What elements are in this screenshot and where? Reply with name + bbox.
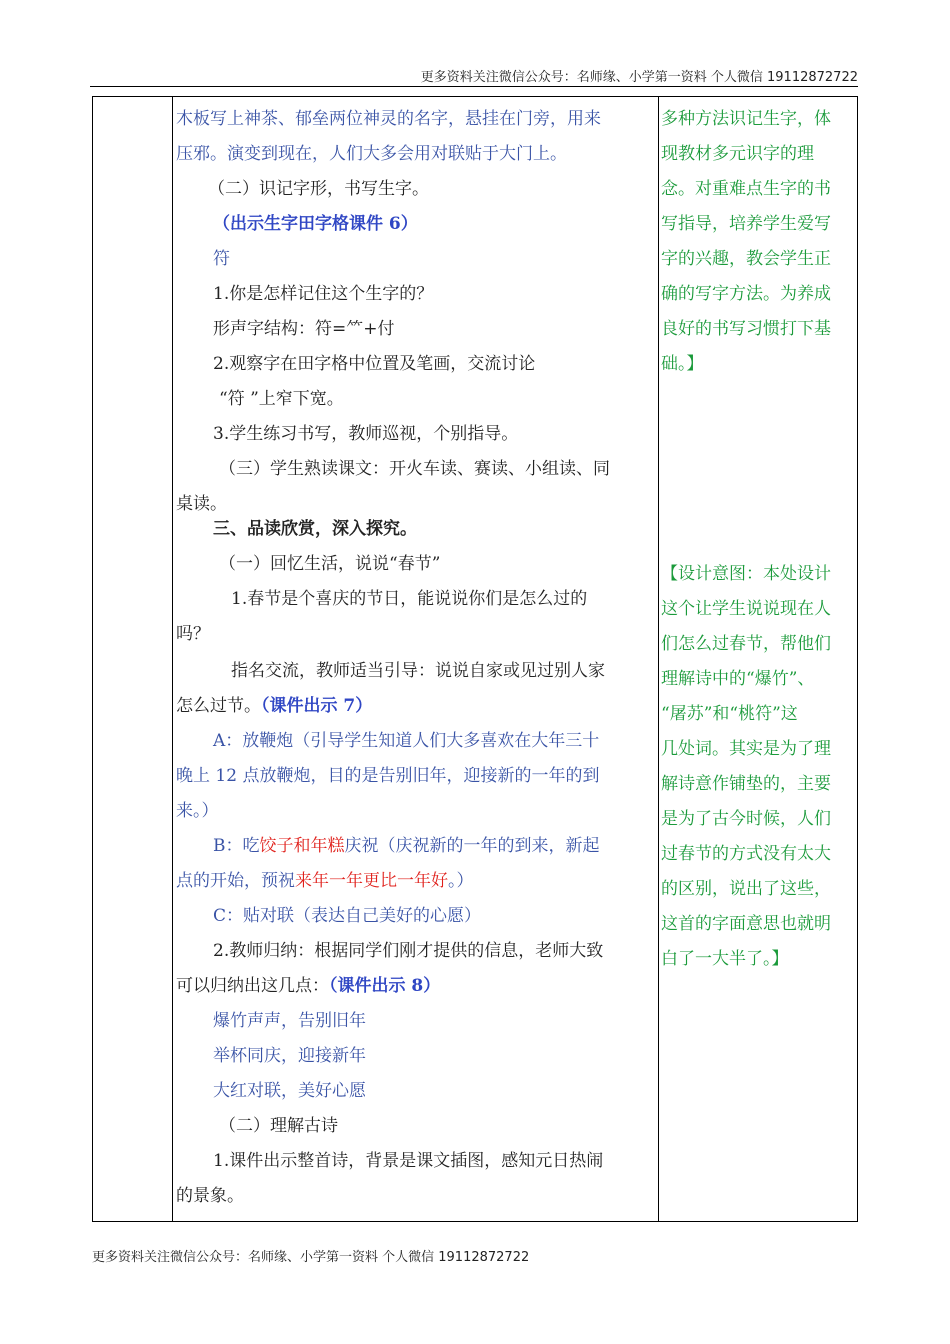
header-rule bbox=[90, 86, 858, 87]
column-divider-right bbox=[658, 97, 659, 1221]
summary-line: 大红对联，美好心愿 bbox=[213, 1081, 366, 1101]
text-line: 1.课件出示整首诗，背景是课文插图，感知元日热闹 bbox=[213, 1151, 604, 1171]
text-line: 1.春节是个喜庆的节日，能说说你们是怎么过的 bbox=[231, 589, 588, 609]
part-heading: 三、品读欣赏，深入探究。 bbox=[213, 519, 417, 539]
courseware-note: （出示生字田字格课件 6） bbox=[213, 214, 418, 234]
text-line: 木板写上神茶、郁垒两位神灵的名字，悬挂在门旁，用来 bbox=[176, 109, 601, 129]
text-line bbox=[176, 974, 440, 998]
courseware-note: （课件出示 7） bbox=[261, 696, 373, 716]
note-line: 是为了古今时候，人们 bbox=[661, 809, 831, 829]
note-line: 们怎么过春节，帮他们 bbox=[661, 634, 831, 654]
text-line: 的景象。 bbox=[176, 1186, 244, 1206]
text-span: 。） bbox=[448, 871, 474, 891]
column-divider-left bbox=[172, 97, 173, 1221]
note-line: 现教材多元识字的理 bbox=[661, 144, 814, 164]
text-line: 形声字结构：符=⺮+付 bbox=[213, 319, 395, 339]
note-line: 这首的字面意思也就明 bbox=[661, 914, 831, 934]
summary-line: 举杯同庆，迎接新年 bbox=[213, 1046, 366, 1066]
section-heading: （一）回忆生活，说说“春节” bbox=[219, 554, 441, 574]
note-line: 【设计意图：本处设计 bbox=[661, 564, 831, 584]
note-line: 白了一大半了。】 bbox=[661, 949, 789, 969]
highlight-span: 饺子和年糕 bbox=[259, 836, 345, 856]
section-heading: （二）识记字形，书写生字。 bbox=[208, 179, 429, 199]
text-line: 2.教师归纳：根据同学们刚才提供的信息，老师大致 bbox=[213, 941, 604, 961]
note-line: 几处词。其实是为了理 bbox=[661, 739, 831, 759]
text-line: 3.学生练习书写，教师巡视，个别指导。 bbox=[213, 424, 519, 444]
summary-line: 爆竹声声，告别旧年 bbox=[213, 1011, 366, 1031]
text-line: C：贴对联（表达自己美好的心愿） bbox=[213, 906, 482, 926]
text-line: 吗？ bbox=[176, 624, 210, 644]
text-line: 2.观察字在田字格中位置及笔画，交流讨论 bbox=[213, 354, 536, 374]
text-line: 晚上 12 点放鞭炮，目的是告别旧年，迎接新的一年的到 bbox=[176, 766, 600, 786]
lesson-table bbox=[92, 96, 858, 1222]
note-line: 确的写字方法。为养成 bbox=[661, 284, 831, 304]
courseware-note: （课件出示 8） bbox=[329, 976, 441, 996]
note-line: 这个让学生说说现在人 bbox=[661, 599, 831, 619]
text-line: 来。） bbox=[176, 801, 219, 821]
highlight-span: 来年一年更比一年好 bbox=[295, 871, 448, 891]
text-line: 指名交流，教师适当引导：说说自家或见过别人家 bbox=[231, 661, 605, 681]
note-line: 写指导，培养学生爱写 bbox=[661, 214, 831, 234]
note-line: 良好的书写习惯打下基 bbox=[661, 319, 831, 339]
note-line: 础。】 bbox=[661, 354, 704, 374]
note-line: 理解诗中的“爆竹”、 bbox=[661, 669, 815, 689]
text-line bbox=[176, 869, 474, 893]
note-line: “屠苏”和“桃符”这 bbox=[661, 704, 798, 724]
note-line: 过春节的方式没有太大 bbox=[661, 844, 831, 864]
note-line: 念。对重难点生字的书 bbox=[661, 179, 831, 199]
note-line: 多种方法识记生字，体 bbox=[661, 109, 831, 129]
note-line: 字的兴趣，教会学生正 bbox=[661, 249, 831, 269]
note-line: 的区别，说出了这些， bbox=[661, 879, 831, 899]
text-line: “符 ”上窄下宽。 bbox=[219, 389, 344, 409]
text-line: 压邪。演变到现在，人们大多会用对联贴于大门上。 bbox=[176, 144, 567, 164]
section-heading: （二）理解古诗 bbox=[219, 1116, 338, 1136]
text-span: 点的开始，预祝 bbox=[176, 871, 295, 891]
text-line: 1.你是怎样记住这个生字的？ bbox=[213, 284, 434, 304]
text-line: 桌读。 bbox=[176, 494, 227, 514]
page-header: 更多资料关注微信公众号：名师缘、小学第一资料 个人微信 19112872722 bbox=[420, 70, 858, 85]
text-span: 可以归纳出这几点： bbox=[176, 976, 329, 996]
text-span: B：吃 bbox=[213, 836, 260, 856]
note-line: 解诗意作铺垫的，主要 bbox=[661, 774, 831, 794]
text-line: A：放鞭炮（引导学生知道人们大多喜欢在大年三十 bbox=[213, 731, 600, 751]
new-character: 符 bbox=[213, 249, 230, 269]
text-span: 怎么过节。 bbox=[176, 696, 261, 716]
section-heading: （三）学生熟读课文：开火车读、赛读、小组读、同 bbox=[219, 459, 610, 479]
text-span: 庆祝（庆祝新的一年的到来，新起 bbox=[344, 836, 600, 856]
text-line bbox=[176, 694, 372, 718]
text-line bbox=[213, 834, 600, 858]
page-footer: 更多资料关注微信公众号：名师缘、小学第一资料 个人微信 19112872722 bbox=[92, 1250, 530, 1265]
